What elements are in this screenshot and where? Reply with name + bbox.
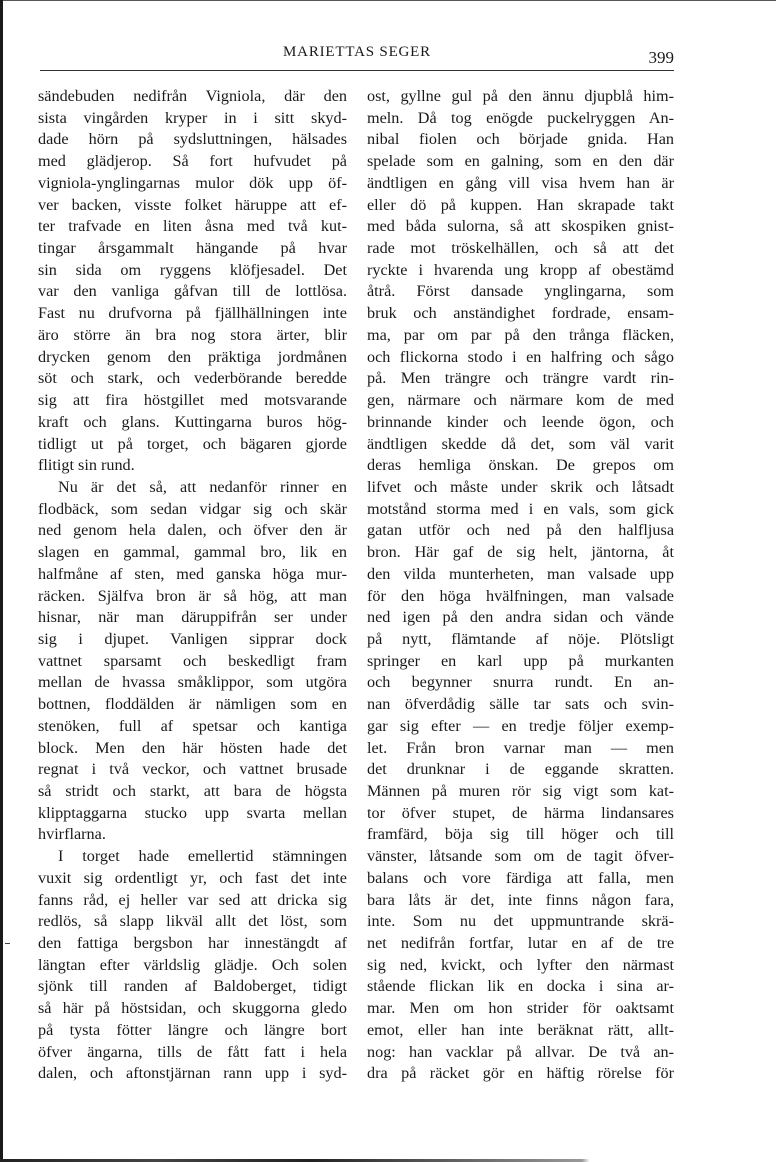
text-line: räcken. Själfva bron är så hög, att man xyxy=(38,586,347,605)
text-line: för den höga hvälfningen, man valsade xyxy=(367,586,674,605)
text-line: sig ned, kvickt, och lyfter den närmast xyxy=(367,955,674,974)
running-title: MARIETTAS SEGER xyxy=(283,44,431,60)
text-line: dalen, och aftonstjärnan rann upp i syd- xyxy=(38,1064,347,1083)
text-line: sändebuden nedifrån Vigniola, där den xyxy=(38,87,347,105)
text-line: Nu är det så, att nedanför rinner en xyxy=(58,477,347,496)
running-head xyxy=(40,42,674,72)
text-line: nog: han vacklar på allvar. De två an- xyxy=(367,1042,674,1061)
text-line: gatan utför och ned på den halfljusa xyxy=(367,521,674,540)
text-line: ost, gyllne gul på den ännu djupblå him- xyxy=(367,87,674,105)
text-line: äro större än bra nog stora ärter, blir xyxy=(38,325,347,344)
margin-mark xyxy=(5,943,10,944)
text-line: regnat i två veckor, och vattnet brusade xyxy=(38,760,347,779)
text-line: ryckte i hvarenda ung kropp af obestämd xyxy=(367,260,674,279)
text-line: fanns råd, ej heller var sed att dricka sig xyxy=(38,890,347,909)
text-line: framfärd, böja sig till höger och till xyxy=(367,825,674,844)
text-line: eller dö på kuppen. Han skrapade takt xyxy=(367,195,674,214)
text-line: Männen på muren rör sig vigt som kat- xyxy=(367,782,674,800)
text-line: ver backen, visste folket häruppe att ef- xyxy=(38,195,347,214)
text-line: nibal fiolen och började gnida. Han xyxy=(367,130,674,149)
text-line: deras hemliga önskan. De grepos om xyxy=(367,456,674,475)
text-line: gar sig efter — en tredje följer exemp- xyxy=(367,716,674,735)
text-line: och flickorna stodo i en halfring och sågo xyxy=(367,347,674,366)
text-line: så stridt och starkt, att bara de högsta xyxy=(38,782,347,800)
text-line: ändtligen skedde då det, som väl varit xyxy=(367,434,674,453)
text-line: mar. Men om hon strider för oaktsamt xyxy=(367,999,674,1018)
text-line: let. Från bron varnar man — men xyxy=(367,738,674,757)
text-line: sin sida om ryggens klöfjesadel. Det xyxy=(38,260,347,279)
text-line: så här på höstsidan, och skuggorna gledo xyxy=(38,999,347,1018)
text-line: tor öfver stupet, de härma lindansares xyxy=(367,803,674,822)
text-line: söt och stark, och vederbörande beredde xyxy=(38,369,347,388)
text-line: net nedifrån fortfar, lutar en af de tre xyxy=(367,934,674,953)
text-line: meln. Då tog enögde puckelryggen An- xyxy=(367,108,674,127)
text-line: längtan efter världslig glädje. Och solen xyxy=(38,955,347,974)
text-line: vuxit sig ordentligt yr, och fast det inte xyxy=(38,868,347,887)
scan-left-border xyxy=(0,0,3,1162)
text-line: tidligt ut på torget, och bägaren gjorde xyxy=(38,434,347,453)
text-line: åtrå. Först dansade ynglingarna, som xyxy=(367,282,674,301)
text-line: drycken genom den präktiga jordmånen xyxy=(38,347,347,366)
text-line: sig att fira höstgillet med motsvarande xyxy=(38,391,347,410)
text-line: hvirflarna. xyxy=(38,825,106,844)
text-line: bottnen, floddälden är nämligen som en xyxy=(38,695,347,714)
text-line: bron. Här gaf de sig helt, jäntorna, åt xyxy=(367,543,674,562)
right-column xyxy=(367,86,674,1085)
text-line: rade mot tröskelhällen, och så att det xyxy=(367,239,674,258)
text-line: halfmåne af sten, med ganska höga mur- xyxy=(38,564,347,583)
text-line: klipptaggarna stucko upp svarta mellan xyxy=(38,803,347,822)
page-number: 399 xyxy=(648,48,674,67)
text-line: Fast nu drufvorna på fjällhällningen inte xyxy=(38,304,347,323)
text-line: med glädjerop. Så fort hufvudet på xyxy=(38,152,347,171)
text-line: emot, eller han inte beräknat rätt, allt- xyxy=(367,1020,674,1039)
text-line: slagen en gammal, gammal bro, lik en xyxy=(38,543,347,562)
text-line: bara låts är det, inte finns någon fara, xyxy=(367,890,674,909)
text-line: springer en karl upp på murkanten xyxy=(367,651,674,670)
text-line: ter trafvade en liten åsna med två kut- xyxy=(38,217,347,236)
text-line: vattnet sparsamt och beskedligt fram xyxy=(38,651,347,670)
text-line: flitigt sin rund. xyxy=(38,456,135,475)
text-line: bruk och anständighet fordrade, ensam- xyxy=(367,304,674,323)
text-line: motstånd storma med i en vals, som gick xyxy=(367,499,674,518)
text-line: dra på räcket gör en häftig rörelse för xyxy=(367,1064,674,1083)
text-line: det drunknar i de eggande skratten. xyxy=(367,760,674,779)
text-line: ändtligen en gång vill visa hvem han är xyxy=(367,173,674,192)
text-line: och begynner snurra rundt. En an- xyxy=(367,673,674,692)
text-line: stående flickan lik en docka i sina ar- xyxy=(367,977,674,996)
text-line: gen, närmare och närmare kom de med xyxy=(367,391,674,410)
text-line: vigniola-ynglingarnas mulor dök upp öf- xyxy=(38,173,347,192)
text-line: på. Men trängre och trängre vardt rin- xyxy=(367,369,674,388)
text-line: på nytt, flämtande af nöje. Plötsligt xyxy=(367,629,674,648)
text-line: ned igen på den andra sidan och vände xyxy=(367,608,674,627)
text-line: nan öfverdådig sälle tar sats och svin- xyxy=(367,695,674,714)
header-rule xyxy=(40,70,674,71)
text-line: tingar årsgammalt hängande på hvar xyxy=(38,239,347,258)
text-line: block. Men den här hösten hade det xyxy=(38,738,347,757)
text-line: ma, par om par på den trånga fläcken, xyxy=(367,325,674,344)
text-line: på tysta fötter längre och längre bort xyxy=(38,1020,347,1039)
text-line: den vilda munterheten, man valsade upp xyxy=(367,564,674,583)
text-line: öfver ängarna, tills de fått fatt i hela xyxy=(38,1042,347,1061)
text-line: I torget hade emellertid stämningen xyxy=(58,847,347,866)
text-line: mellan de hvassa småklippor, som utgöra xyxy=(38,673,347,692)
text-line: med båda sulorna, så att skospiken gnist- xyxy=(367,217,674,236)
text-line: inte. Som nu det uppmuntrande skrä- xyxy=(367,912,674,931)
text-line: brinnande kinder och leende ögon, och xyxy=(367,412,674,431)
text-line: vänster, låtsande som om de tagit öfver- xyxy=(367,847,674,866)
text-line: sista vingården kryper in i sitt skyd- xyxy=(38,108,347,127)
left-column xyxy=(38,86,347,1085)
text-line: ned genom hela dalen, och öfver den är xyxy=(38,521,347,540)
text-line: redlös, så slapp likväl allt det löst, som xyxy=(38,912,347,931)
text-line: kraft och glans. Kuttingarna buros hög- xyxy=(38,412,347,431)
text-line: stenöken, full af spetsar och kantiga xyxy=(38,716,347,735)
text-line: balans och vore färdiga att falla, men xyxy=(367,868,674,887)
page-edge-top xyxy=(0,0,776,1)
text-line: hisnar, när man däruppifrån ser under xyxy=(38,608,347,627)
text-line: flodbäck, som sedan vidgar sig och skär xyxy=(38,499,347,518)
text-line: den fattiga bergsbon har innestängdt af xyxy=(38,934,347,953)
text-line: lifvet och måste under skrik och låtsadt xyxy=(367,477,674,496)
text-line: dade hörn på sydsluttningen, hälsades xyxy=(38,130,347,149)
text-line: sig i djupet. Vanligen sipprar dock xyxy=(38,629,347,648)
text-line: var den vanliga gåfvan till de lottlösa. xyxy=(38,282,347,301)
text-line: sjönk till randen af Baldoberget, tidigt xyxy=(38,977,347,996)
text-line: spelade som en galning, som en den där xyxy=(367,152,674,171)
